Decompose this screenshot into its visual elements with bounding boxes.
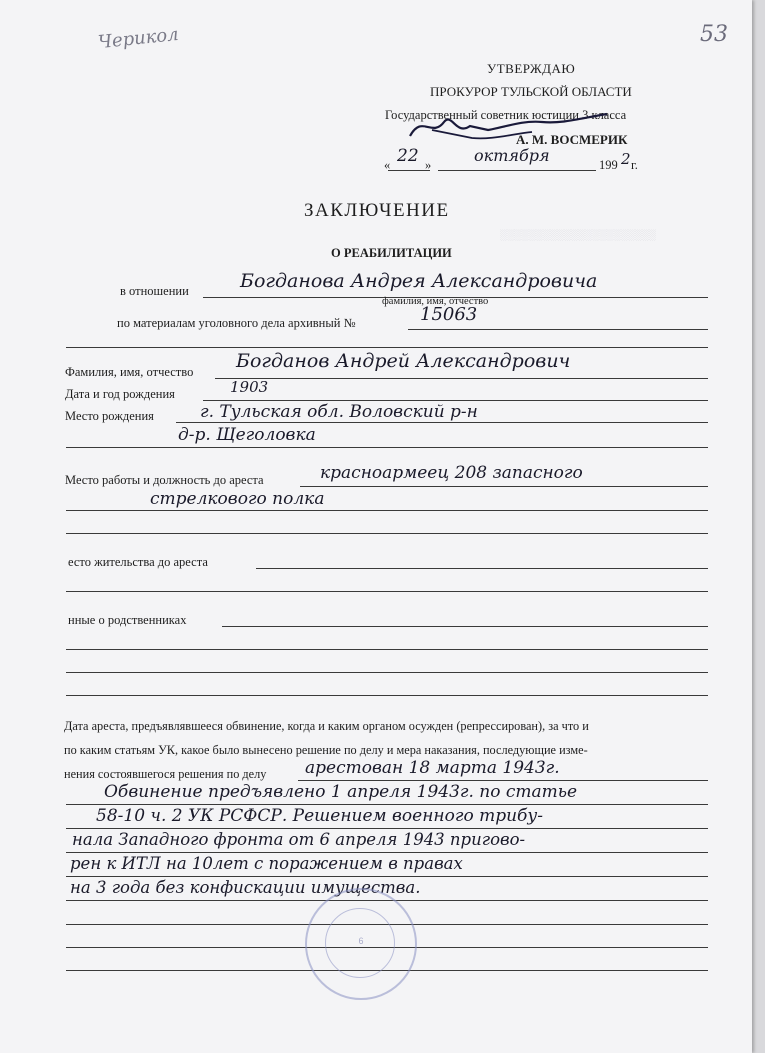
arrest-text-line-6: на 3 года без конфискации имущества. [70,878,421,897]
approval-year-prefix: 199 [599,158,618,172]
fio-label: Фамилия, имя, отчество [65,365,194,379]
bleed-through-text: ░░░░░░░░░░░░░░░░░░░░░░ [500,230,656,241]
approval-name: А. М. ВОСМЕРИК [516,132,628,147]
work-value-line-2: стрелкового полка [150,489,325,509]
dob-value: 1903 [230,378,269,396]
approval-position: ПРОКУРОР ТУЛЬСКОЙ ОБЛАСТИ [430,84,632,99]
arrest-prompt-line-1: Дата ареста, предъявлявшееся обвинение, когда и каким органом осужден (репрессирован), за что и [64,719,589,733]
arrest-text-line-4: нала Западного фронта от 6 апреля 1943 пригово- [72,830,526,849]
approval-title: УТВЕРЖДАЮ [487,61,576,76]
regarding-label: в отношении [120,284,189,298]
regarding-value: Богданова Андрея Александровича [240,270,598,292]
approval-year-unit: г. [631,158,638,172]
approval-date-day: 22 [397,146,419,166]
official-stamp: 6 [305,888,417,1000]
arrest-text-line-2: Обвинение предъявлено 1 апреля 1943г. по статье [104,782,578,802]
margin-note-top-left: Черикол [97,23,180,54]
margin-note-page-number: 53 [700,22,728,47]
arrest-text-line-3: 58-10 ч. 2 УК РСФСР. Решением военного трибу- [96,806,544,826]
birthplace-value-line-2: д-р. Щеголовка [178,425,316,445]
relatives-label: нные о родственниках [68,613,187,627]
arrest-prompt-line-2: по каким статьям УК, какое было вынесено решение по делу и мера наказания, последующие изме- [64,743,588,757]
birthplace-label: Место рождения [65,409,154,423]
arrest-text-line-5: рен к ИТЛ на 10лет с поражением в правах [70,854,463,873]
document-subtitle: О РЕАБИЛИТАЦИИ [331,246,452,260]
case-number-label: по материалам уголовного дела архивный № [117,316,356,330]
fio-value: Богданов Андрей Александрович [236,350,571,372]
approval-date-quote-close: » [425,158,432,172]
document-title: ЗАКЛЮЧЕНИЕ [304,200,450,221]
approval-year-suffix: 2 [621,150,631,168]
arrest-prompt-line-3: нения состоявшегося решения по делу [64,767,267,781]
case-number-value: 15063 [420,304,478,325]
dob-label: Дата и год рождения [65,387,175,401]
residence-label: есто жительства до ареста [68,555,208,569]
approval-date-month: октября [474,146,550,165]
arrest-text-line-1: арестован 18 марта 1943г. [305,758,560,778]
work-value-line-1: красноармеец 208 запасного [320,463,583,483]
work-label: Место работы и должность до ареста [65,473,264,487]
regarding-caption: фамилия, имя, отчество [382,296,489,307]
birthplace-value-line-1: г. Тульская обл. Воловский р-н [200,402,478,422]
approval-rank: Государственный советник юстиции 3 класса [385,108,627,122]
approval-date-quote-open: « [384,158,391,172]
